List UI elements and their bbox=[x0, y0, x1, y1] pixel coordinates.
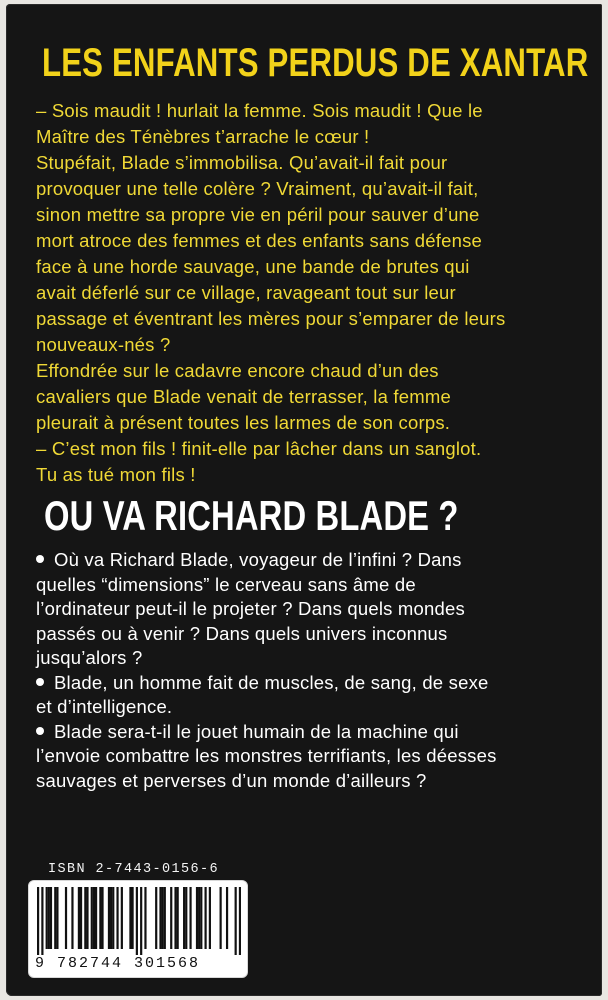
story-line: cavaliers que Blade venait de terrasser, la femme bbox=[36, 386, 451, 407]
barcode-bar bbox=[129, 887, 131, 949]
barcode-bar bbox=[101, 887, 103, 949]
barcode-bar bbox=[164, 887, 166, 949]
barcode-bar bbox=[189, 887, 191, 949]
bullet-icon bbox=[36, 555, 44, 563]
story-line: mort atroce des femmes et des enfants sans défense bbox=[36, 230, 483, 251]
barcode-bar bbox=[183, 887, 185, 949]
bullet-line: jusqu’alors ? bbox=[36, 647, 143, 668]
barcode-bar bbox=[112, 887, 114, 949]
barcode-bar bbox=[65, 887, 67, 949]
bullet-line bbox=[36, 671, 596, 696]
barcode-bar bbox=[155, 887, 157, 949]
barcode bbox=[28, 880, 248, 978]
barcode-bar bbox=[78, 887, 80, 949]
story-line: face à une horde sauvage, une bande de brutes qui bbox=[36, 256, 470, 277]
barcode-digits: 9 782744 301568 bbox=[35, 955, 201, 972]
bullet-line: quelles “dimensions” le cerveau sans âme de bbox=[36, 573, 416, 595]
story-line: Effondrée sur le cadavre encore chaud d’un des bbox=[36, 360, 439, 381]
barcode-bar bbox=[41, 887, 43, 955]
barcode-bar bbox=[54, 887, 56, 949]
bullet-line: l’envoie combattre les monstres terrifiants, les déesses bbox=[36, 745, 497, 766]
story-line: – C’est mon fils ! finit-elle par lâcher dans un sanglot. bbox=[36, 438, 482, 459]
bullet-text: Blade, un homme fait de muscles, de sang, de sexe bbox=[54, 671, 489, 693]
barcode-bar bbox=[162, 887, 164, 949]
barcode-bar bbox=[108, 887, 110, 949]
bullet-line bbox=[36, 720, 596, 745]
barcode-bar bbox=[121, 887, 123, 949]
bullet-icon bbox=[36, 678, 44, 686]
story-line: passage et éventrant les mères pour s’emparer de leurs bbox=[36, 308, 506, 329]
section-title: OU VA RICHARD BLADE ? bbox=[44, 492, 459, 539]
story-line: pleurait à présent toutes les larmes de son corps. bbox=[36, 412, 451, 433]
story-text bbox=[36, 98, 596, 488]
barcode-bar bbox=[239, 887, 241, 955]
barcode-bar bbox=[93, 887, 95, 949]
barcode-bar bbox=[200, 887, 202, 949]
barcode-bar bbox=[220, 887, 222, 949]
bullet-line: sauvages et perverses d’un monde d’ailleurs ? bbox=[36, 769, 427, 791]
barcode-bar bbox=[235, 887, 237, 955]
isbn-label: ISBN 2-7443-0156-6 bbox=[48, 862, 220, 877]
barcode-bar bbox=[46, 887, 48, 949]
bullet-list bbox=[36, 548, 596, 793]
barcode-bar bbox=[196, 887, 198, 949]
barcode-bars bbox=[37, 887, 241, 955]
barcode-bar bbox=[136, 887, 138, 955]
barcode-bar bbox=[204, 887, 206, 949]
barcode-bar bbox=[91, 887, 93, 949]
barcode-bar bbox=[140, 887, 142, 955]
bullet-icon bbox=[36, 727, 44, 735]
story-line: sinon mettre sa propre vie en péril pour sauver d’une bbox=[36, 204, 480, 225]
book-back-cover bbox=[6, 4, 602, 996]
barcode-bar bbox=[185, 887, 187, 949]
story-line: Stupéfait, Blade s’immobilisa. Qu’avait-il fait pour bbox=[36, 152, 448, 173]
barcode-bar bbox=[144, 887, 146, 949]
bullet-text: Où va Richard Blade, voyageur de l’infini ? Dans bbox=[54, 549, 462, 570]
barcode-bar bbox=[209, 887, 211, 949]
barcode-bar bbox=[110, 887, 112, 949]
barcode-bar bbox=[48, 887, 50, 949]
barcode-bar bbox=[71, 887, 73, 949]
bullet-line: l’ordinateur peut-il le projeter ? Dans quels mondes bbox=[36, 598, 465, 619]
story-line: Tu as tué mon fils ! bbox=[36, 464, 196, 485]
barcode-bar bbox=[226, 887, 228, 949]
story-title: LES ENFANTS PERDUS DE XANTAR bbox=[42, 41, 589, 85]
story-line: avait déferlé sur ce village, ravageant tout sur leur bbox=[36, 282, 456, 303]
story-line: Maître des Ténèbres t’arrache le cœur ! bbox=[36, 126, 370, 147]
barcode-bar bbox=[80, 887, 82, 949]
barcode-bar bbox=[131, 887, 133, 949]
barcode-bar bbox=[84, 887, 86, 949]
barcode-bar bbox=[116, 887, 118, 949]
barcode-bar bbox=[170, 887, 172, 949]
bullet-line: passés ou à venir ? Dans quels univers inconnus bbox=[36, 622, 448, 644]
barcode-bar bbox=[159, 887, 161, 949]
story-line: provoquer une telle colère ? Vraiment, qu’avait-il fait, bbox=[36, 178, 479, 199]
barcode-bar bbox=[177, 887, 179, 949]
barcode-bar bbox=[37, 887, 39, 955]
barcode-bar bbox=[198, 887, 200, 949]
barcode-bar bbox=[50, 887, 52, 949]
barcode-bar bbox=[86, 887, 88, 949]
bullet-text: Blade sera-t-il le jouet humain de la machine qui bbox=[54, 720, 459, 742]
bullet-line bbox=[36, 548, 596, 573]
barcode-bar bbox=[56, 887, 58, 949]
bullet-line: et d’intelligence. bbox=[36, 696, 173, 717]
story-line: – Sois maudit ! hurlait la femme. Sois maudit ! Que le bbox=[36, 100, 483, 121]
barcode-bar bbox=[95, 887, 97, 949]
story-line: nouveaux-nés ? bbox=[36, 334, 171, 355]
barcode-bar bbox=[99, 887, 101, 949]
barcode-bar bbox=[174, 887, 176, 949]
